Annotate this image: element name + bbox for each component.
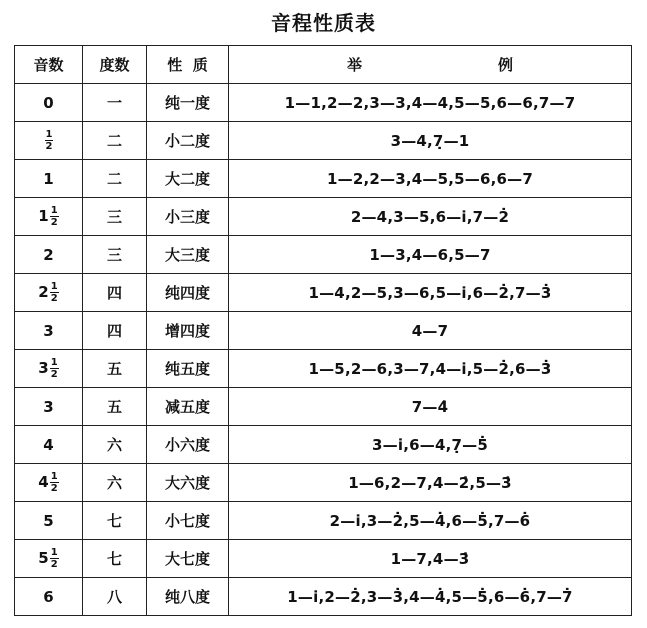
- cell-degree: 六: [83, 464, 147, 502]
- cell-quality: 纯一度: [147, 84, 229, 122]
- page-title: 音程性质表: [271, 11, 376, 35]
- cell-quality: 增四度: [147, 312, 229, 350]
- cell-semitones: [15, 160, 83, 198]
- cell-semitones: [15, 84, 83, 122]
- cell-semitones: [15, 578, 83, 616]
- cell-degree: 三: [83, 198, 147, 236]
- table-row: [15, 160, 632, 198]
- cell-semitones: [15, 426, 83, 464]
- cell-semitones: [15, 540, 83, 578]
- cell-examples: 1—3,4—6,5—7: [229, 236, 632, 274]
- semitones-fraction: $\frac{1}{2}$: [50, 547, 58, 570]
- cell-examples: 1—2,2—3,4—5,5—6,6—7: [229, 160, 632, 198]
- cell-quality: 纯五度: [147, 350, 229, 388]
- cell-examples: 2—i̇,3—2̇,5—4̇,6—5̇,7—6̇: [229, 502, 632, 540]
- header-examples-a: 举: [346, 56, 362, 74]
- semitones-whole: 3: [43, 397, 54, 416]
- cell-degree: 三: [83, 236, 147, 274]
- cell-examples: 1—4,2—5,3—6,5—i̇,6—2̇,7—3̇: [229, 274, 632, 312]
- cell-quality: 减五度: [147, 388, 229, 426]
- semitones-whole: 5: [38, 549, 49, 567]
- semitones-whole: 3: [43, 321, 54, 340]
- semitones-fraction: $\frac{1}{2}$: [50, 205, 58, 228]
- cell-quality: 大六度: [147, 464, 229, 502]
- cell-degree: 五: [83, 388, 147, 426]
- cell-examples: 3—i̇,6—4,7̣—5̇: [229, 426, 632, 464]
- table-header-row: [15, 46, 632, 84]
- interval-quality-table: [14, 45, 632, 616]
- cell-examples: 4—7: [229, 312, 632, 350]
- semitones-fraction: $\frac{1}{2}$: [45, 129, 53, 152]
- table-row: [15, 236, 632, 274]
- cell-quality: 纯四度: [147, 274, 229, 312]
- table-row: [15, 388, 632, 426]
- table-row: [15, 274, 632, 312]
- cell-semitones: [15, 388, 83, 426]
- semitones-whole: 1: [38, 207, 49, 225]
- cell-examples: 3—4,7̣—1: [229, 122, 632, 160]
- cell-degree: 四: [83, 274, 147, 312]
- cell-semitones: [15, 236, 83, 274]
- header-degree: 度数: [83, 46, 147, 84]
- cell-examples: 1—i̇,2—2̇,3—3̇,4—4̇,5—5̇,6—6̇,7—7̇: [229, 578, 632, 616]
- cell-examples: 1—1,2—2,3—3,4—4,5—5,6—6,7—7: [229, 84, 632, 122]
- cell-degree: 一: [83, 84, 147, 122]
- semitones-whole: 0: [43, 93, 54, 112]
- semitones-whole: 5: [43, 511, 54, 530]
- semitones-whole: 4: [43, 435, 54, 454]
- table-row: [15, 540, 632, 578]
- cell-semitones: [15, 464, 83, 502]
- table-row: [15, 578, 632, 616]
- table-row: [15, 122, 632, 160]
- cell-degree: 七: [83, 540, 147, 578]
- cell-quality: 小七度: [147, 502, 229, 540]
- cell-degree: 八: [83, 578, 147, 616]
- table-row: [15, 312, 632, 350]
- table-row: [15, 198, 632, 236]
- cell-degree: 七: [83, 502, 147, 540]
- cell-degree: 二: [83, 122, 147, 160]
- cell-examples: 7—4̇: [229, 388, 632, 426]
- semitones-fraction: $\frac{1}{2}$: [50, 357, 58, 380]
- table-row: [15, 502, 632, 540]
- cell-semitones: [15, 122, 83, 160]
- semitones-fraction: $\frac{1}{2}$: [50, 471, 58, 494]
- semitones-whole: 4: [38, 473, 49, 491]
- cell-semitones: [15, 350, 83, 388]
- table-row: [15, 464, 632, 502]
- cell-semitones: [15, 312, 83, 350]
- header-examples-b: 例: [497, 56, 513, 74]
- semitones-fraction: $\frac{1}{2}$: [50, 281, 58, 304]
- cell-examples: 1—5,2—6,3—7,4—i̇,5—2̇,6—3̇: [229, 350, 632, 388]
- cell-quality: 小六度: [147, 426, 229, 464]
- cell-examples: 1—6,2—7,4—2̇,5—3̇: [229, 464, 632, 502]
- semitones-whole: 3: [38, 359, 49, 377]
- table-row: [15, 350, 632, 388]
- cell-degree: 六: [83, 426, 147, 464]
- cell-quality: 小三度: [147, 198, 229, 236]
- cell-quality: 大七度: [147, 540, 229, 578]
- cell-semitones: [15, 198, 83, 236]
- cell-degree: 四: [83, 312, 147, 350]
- cell-degree: 五: [83, 350, 147, 388]
- semitones-whole: 1: [43, 169, 54, 188]
- cell-quality: 大二度: [147, 160, 229, 198]
- header-examples: [229, 46, 632, 84]
- cell-quality: 纯八度: [147, 578, 229, 616]
- table-row: [15, 426, 632, 464]
- cell-examples: 1—7,4—3̇: [229, 540, 632, 578]
- cell-quality: 大三度: [147, 236, 229, 274]
- cell-degree: 二: [83, 160, 147, 198]
- cell-examples: 2—4,3—5,6—i̇,7—2̇: [229, 198, 632, 236]
- table-row: [15, 84, 632, 122]
- semitones-whole: 6: [43, 587, 54, 606]
- cell-semitones: [15, 502, 83, 540]
- cell-semitones: [15, 274, 83, 312]
- header-quality: 性 质: [147, 46, 229, 84]
- cell-quality: 小二度: [147, 122, 229, 160]
- semitones-whole: 2: [38, 283, 49, 301]
- header-semitones: 音数: [15, 46, 83, 84]
- semitones-whole: 2: [43, 245, 54, 264]
